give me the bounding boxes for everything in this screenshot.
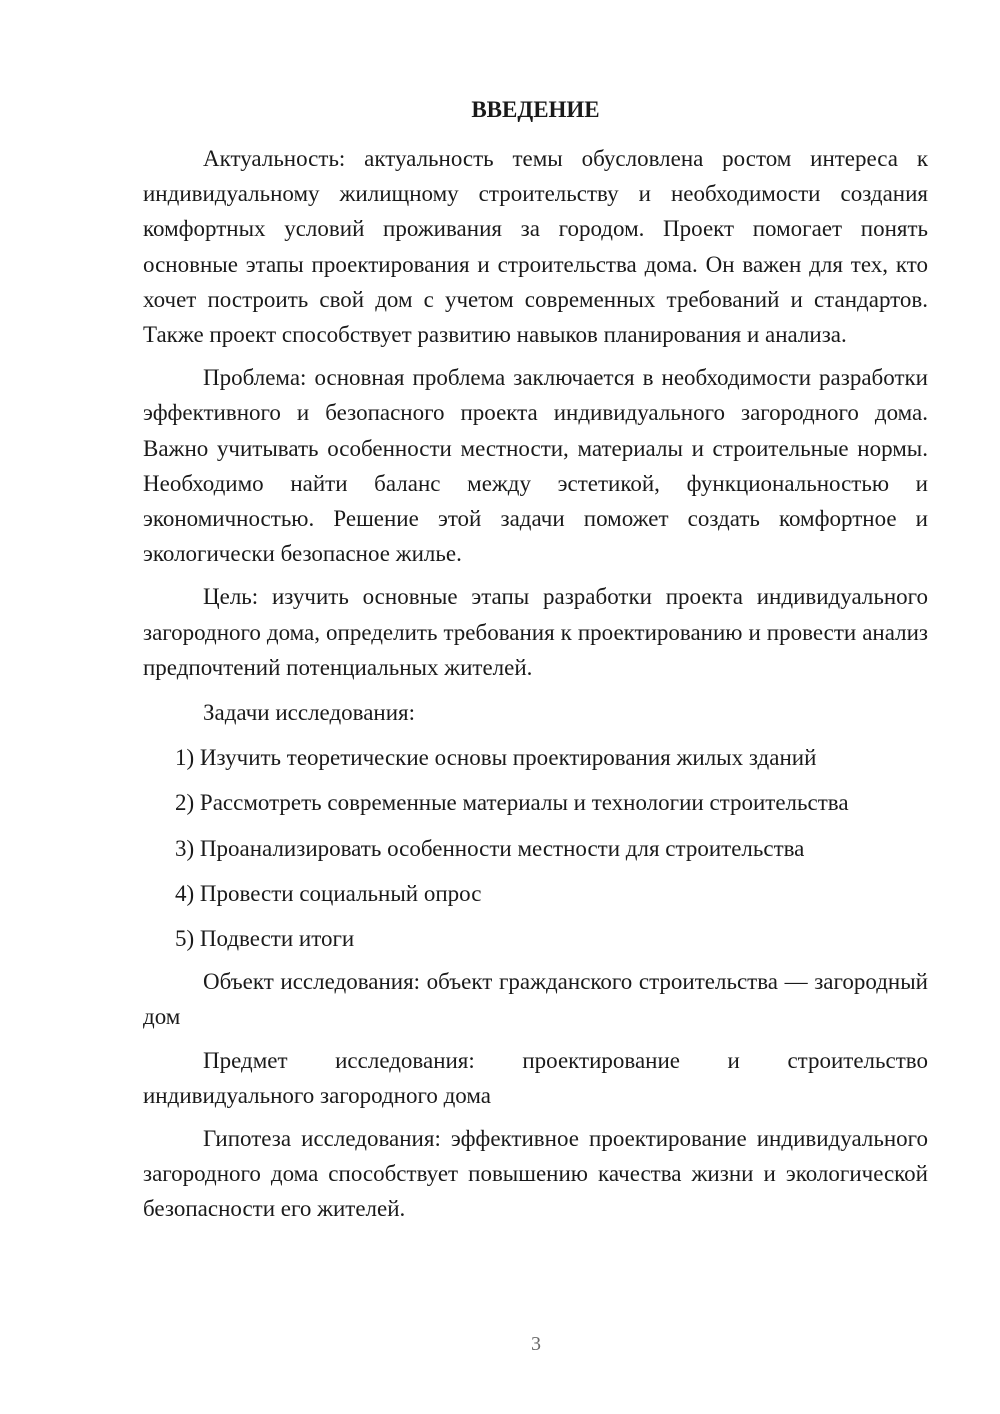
paragraph-relevance: Актуальность: актуальность темы обусловлена ростом интереса к индивидуальному жилищному строительству и необходимости создания комфортных условий проживания за городом. Проект помогает понять основные этапы проектирования и строительства дома. Он важен для тех, кто хочет построить свой дом с учетом современных требований и стандартов. Также проект способствует развитию навыков планирования и анализа. <box>143 146 928 348</box>
tasks-list <box>143 740 928 956</box>
paragraph-goal: Цель: изучить основные этапы разработки проекта индивидуального загородного дома, определить требования к проектированию и провести анализ предпочтений потенциальных жителей. <box>143 584 928 680</box>
list-item: 4) Провести социальный опрос <box>175 880 482 906</box>
page-title: ВВЕДЕНИЕ <box>471 97 600 122</box>
document-page <box>143 92 928 1227</box>
paragraph-hypothesis: Гипотеза исследования: эффективное проектирование индивидуального загородного дома способствует повышению качества жизни и экологической безопасности его жителей. <box>143 1126 928 1222</box>
paragraph-subject: Предмет исследования: проектирование и строительство индивидуального загородного дома <box>143 1047 928 1108</box>
paragraph-object: Объект исследования: объект гражданского строительства — загородный дом <box>143 969 928 1030</box>
list-item: 5) Подвести итоги <box>175 926 355 952</box>
list-item: 3) Проанализировать особенности местности для строительства <box>175 835 805 861</box>
paragraph-problem: Проблема: основная проблема заключается в необходимости разработки эффективного и безопасного проекта индивидуального загородного дома. Важно учитывать особенности местности, материалы и строительные нормы. Необходимо найти баланс между эстетикой, функциональностью и экономичностью. Решение этой задачи поможет создать комфортное и экологически безопасное жилье. <box>143 365 928 567</box>
tasks-heading: Задачи исследования: <box>203 700 416 726</box>
page-number: 3 <box>531 1333 541 1355</box>
list-item: 1) Изучить теоретические основы проектирования жилых зданий <box>175 745 817 771</box>
list-item: 2) Рассмотреть современные материалы и технологии строительства <box>175 790 849 816</box>
